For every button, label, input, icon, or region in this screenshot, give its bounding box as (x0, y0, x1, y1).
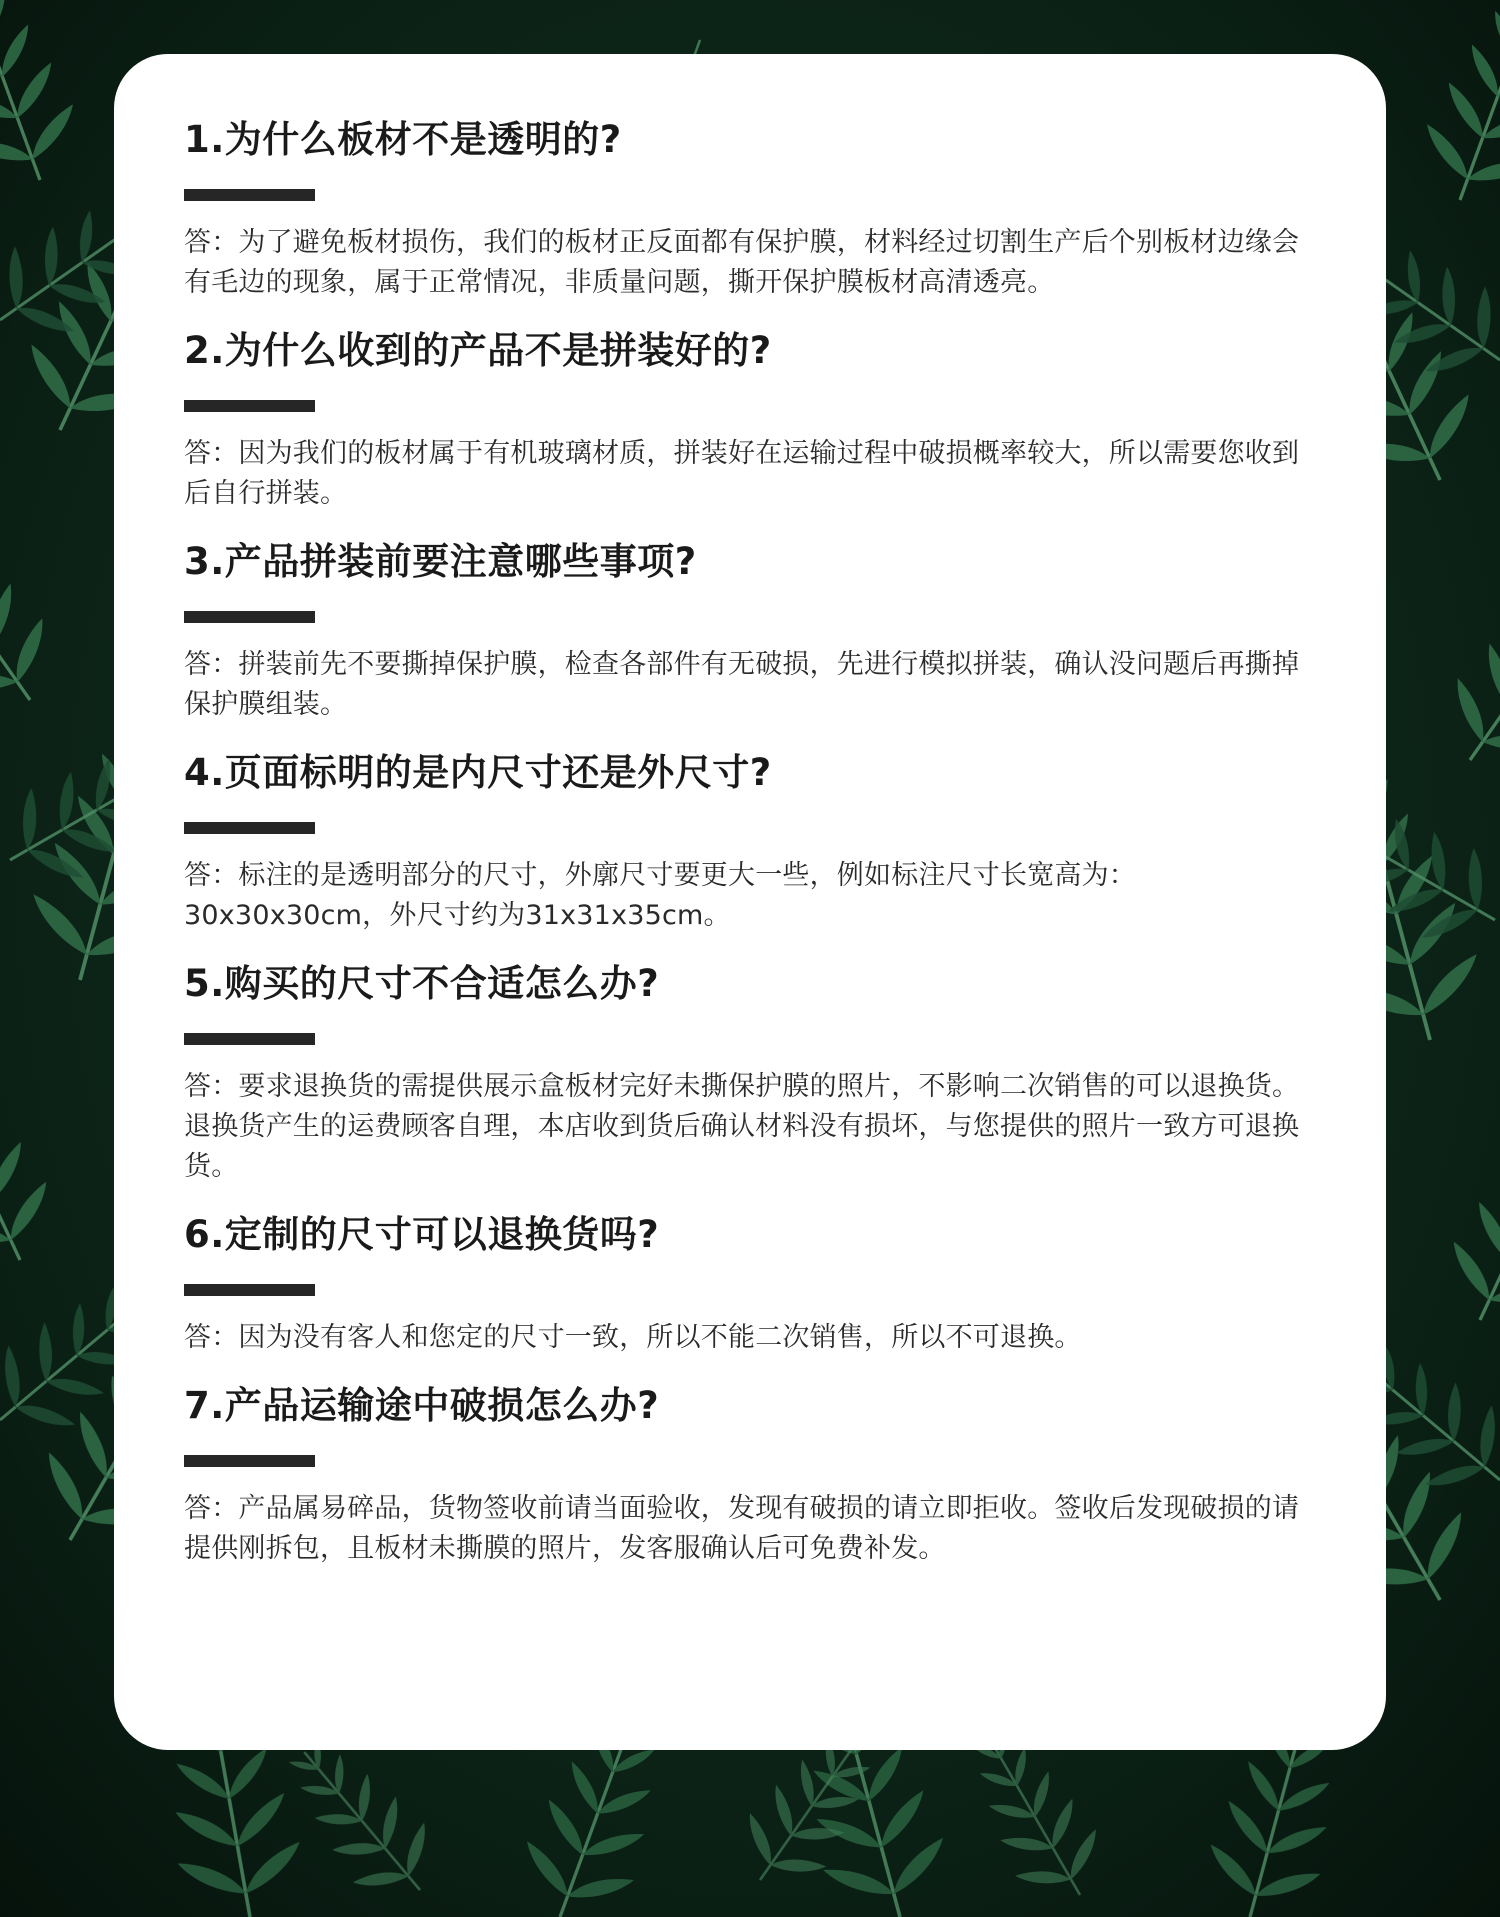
question-underline-bar (184, 1033, 315, 1045)
faq-item-2 (184, 325, 1314, 514)
faq-item-4 (184, 747, 1314, 936)
question-underline-bar (184, 611, 315, 623)
faq-answer: 答：要求退换货的需提供展示盒板材完好未撕保护膜的照片，不影响二次销售的可以退换货。退换货产生的运费顾客自理，本店收到货后确认材料没有损坏，与您提供的照片一致方可退换货。 (184, 1071, 1300, 1182)
faq-item-6 (184, 1209, 1314, 1358)
faq-question: 3.产品拼装前要注意哪些事项? (184, 540, 697, 583)
faq-answer: 答：因为没有客人和您定的尺寸一致，所以不能二次销售，所以不可退换。 (184, 1322, 1082, 1353)
faq-question: 7.产品运输途中破损怎么办? (184, 1384, 660, 1427)
faq-question: 1.为什么板材不是透明的? (184, 118, 622, 161)
faq-question: 2.为什么收到的产品不是拼装好的? (184, 329, 772, 372)
faq-question: 4.页面标明的是内尺寸还是外尺寸? (184, 751, 772, 794)
faq-answer: 答：因为我们的板材属于有机玻璃材质，拼装好在运输过程中破损概率较大，所以需要您收到后自行拼装。 (184, 438, 1300, 509)
question-underline-bar (184, 1284, 315, 1296)
faq-answer: 答：标注的是透明部分的尺寸，外廓尺寸要更大一些，例如标注尺寸长宽高为：30x30x30cm，外尺寸约为31x31x35cm。 (184, 860, 1136, 931)
faq-item-5 (184, 958, 1314, 1187)
question-underline-bar (184, 1455, 315, 1467)
question-underline-bar (184, 400, 315, 412)
faq-answer: 答：产品属易碎品，货物签收前请当面验收，发现有破损的请立即拒收。签收后发现破损的请提供刚拆包，且板材未撕膜的照片，发客服确认后可免费补发。 (184, 1493, 1300, 1564)
faq-item-3 (184, 536, 1314, 725)
faq-answer: 答：为了避免板材损伤，我们的板材正反面都有保护膜，材料经过切割生产后个别板材边缘会有毛边的现象，属于正常情况，非质量问题，撕开保护膜板材高清透亮。 (184, 227, 1300, 298)
faq-question: 5.购买的尺寸不合适怎么办? (184, 962, 660, 1005)
faq-card (114, 54, 1386, 1750)
question-underline-bar (184, 822, 315, 834)
faq-answer: 答：拼装前先不要撕掉保护膜，检查各部件有无破损，先进行模拟拼装，确认没问题后再撕掉保护膜组装。 (184, 649, 1300, 720)
faq-item-1 (184, 114, 1314, 303)
faq-item-7 (184, 1380, 1314, 1569)
faq-question: 6.定制的尺寸可以退换货吗? (184, 1213, 660, 1256)
question-underline-bar (184, 189, 315, 201)
